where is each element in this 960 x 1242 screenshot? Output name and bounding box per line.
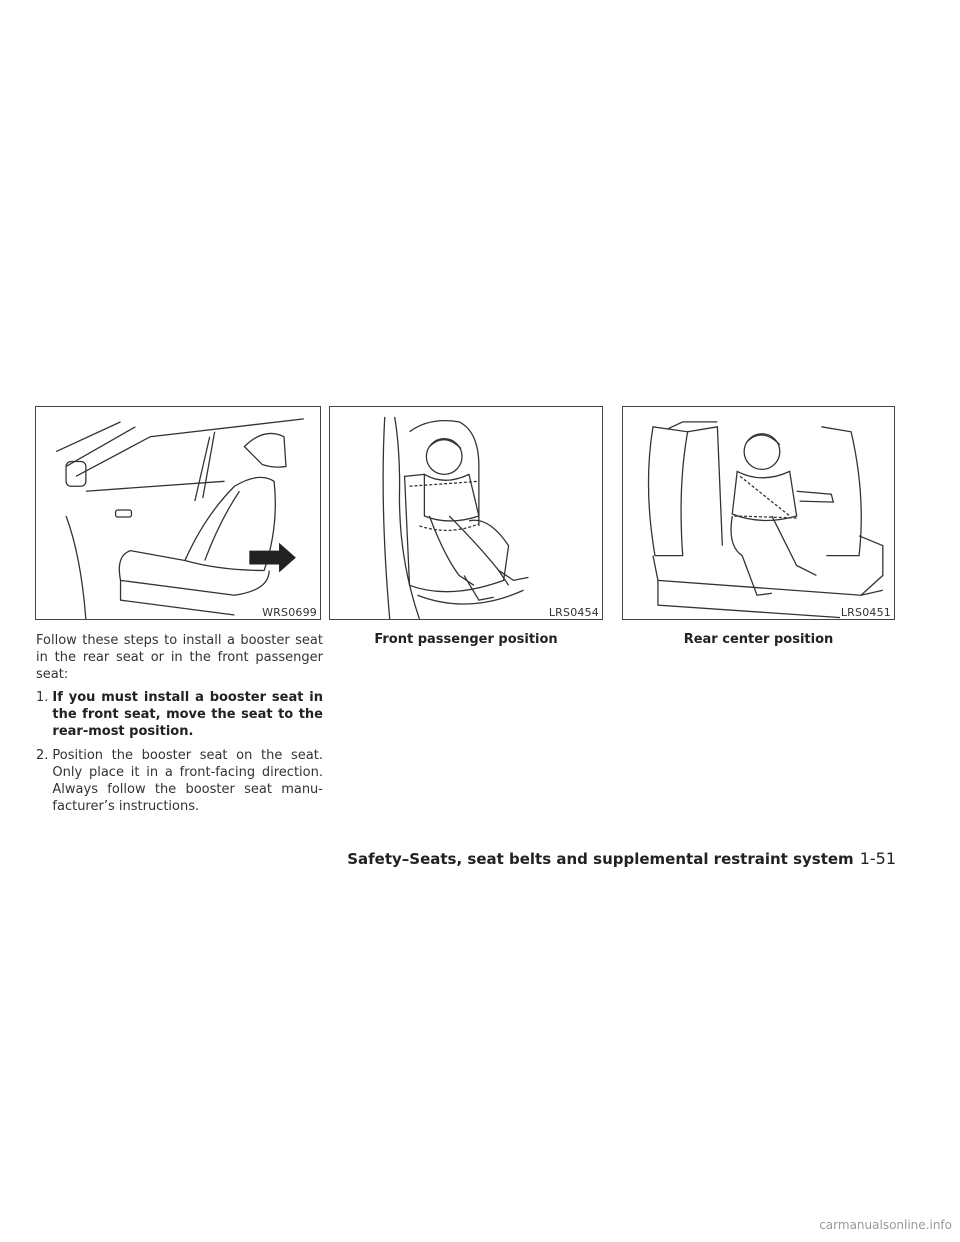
caption-rear-center: Rear center position (683, 632, 834, 647)
figure-code: WRS0699 (262, 606, 317, 619)
step-number: 2. (36, 748, 49, 763)
figure-front-seat (35, 406, 321, 620)
figure-code: LRS0454 (548, 606, 599, 619)
front-seat-illustration (36, 407, 320, 619)
caption-front-passenger: Front passenger position (374, 632, 558, 647)
step-number: 1. (36, 690, 49, 705)
figure-rear-center (622, 406, 895, 620)
instructions (36, 632, 323, 822)
step-1 (36, 689, 323, 740)
watermark: carmanualsonline.info (819, 1218, 952, 1232)
page-number: 1-51 (859, 849, 896, 868)
section-title: Safety–Seats, seat belts and supplemental restraint system (347, 850, 854, 868)
front-passenger-booster-illustration (330, 407, 602, 619)
step-text: If you must install a booster seat in the front seat, move the seat to the rear-most position. (52, 690, 323, 739)
figure-code: LRS0451 (840, 606, 891, 619)
figure-front-passenger (329, 406, 603, 620)
intro-paragraph: Follow these steps to install a booster seat in the rear seat or in the front passenger seat: (36, 633, 323, 682)
page-footer (347, 849, 896, 868)
step-2 (36, 747, 323, 815)
rear-center-booster-illustration (623, 407, 894, 619)
step-text: Position the booster seat on the seat. Only place it in a front-facing direction. Always follow the booster seat manu-facturer’s instructions. (52, 748, 323, 814)
